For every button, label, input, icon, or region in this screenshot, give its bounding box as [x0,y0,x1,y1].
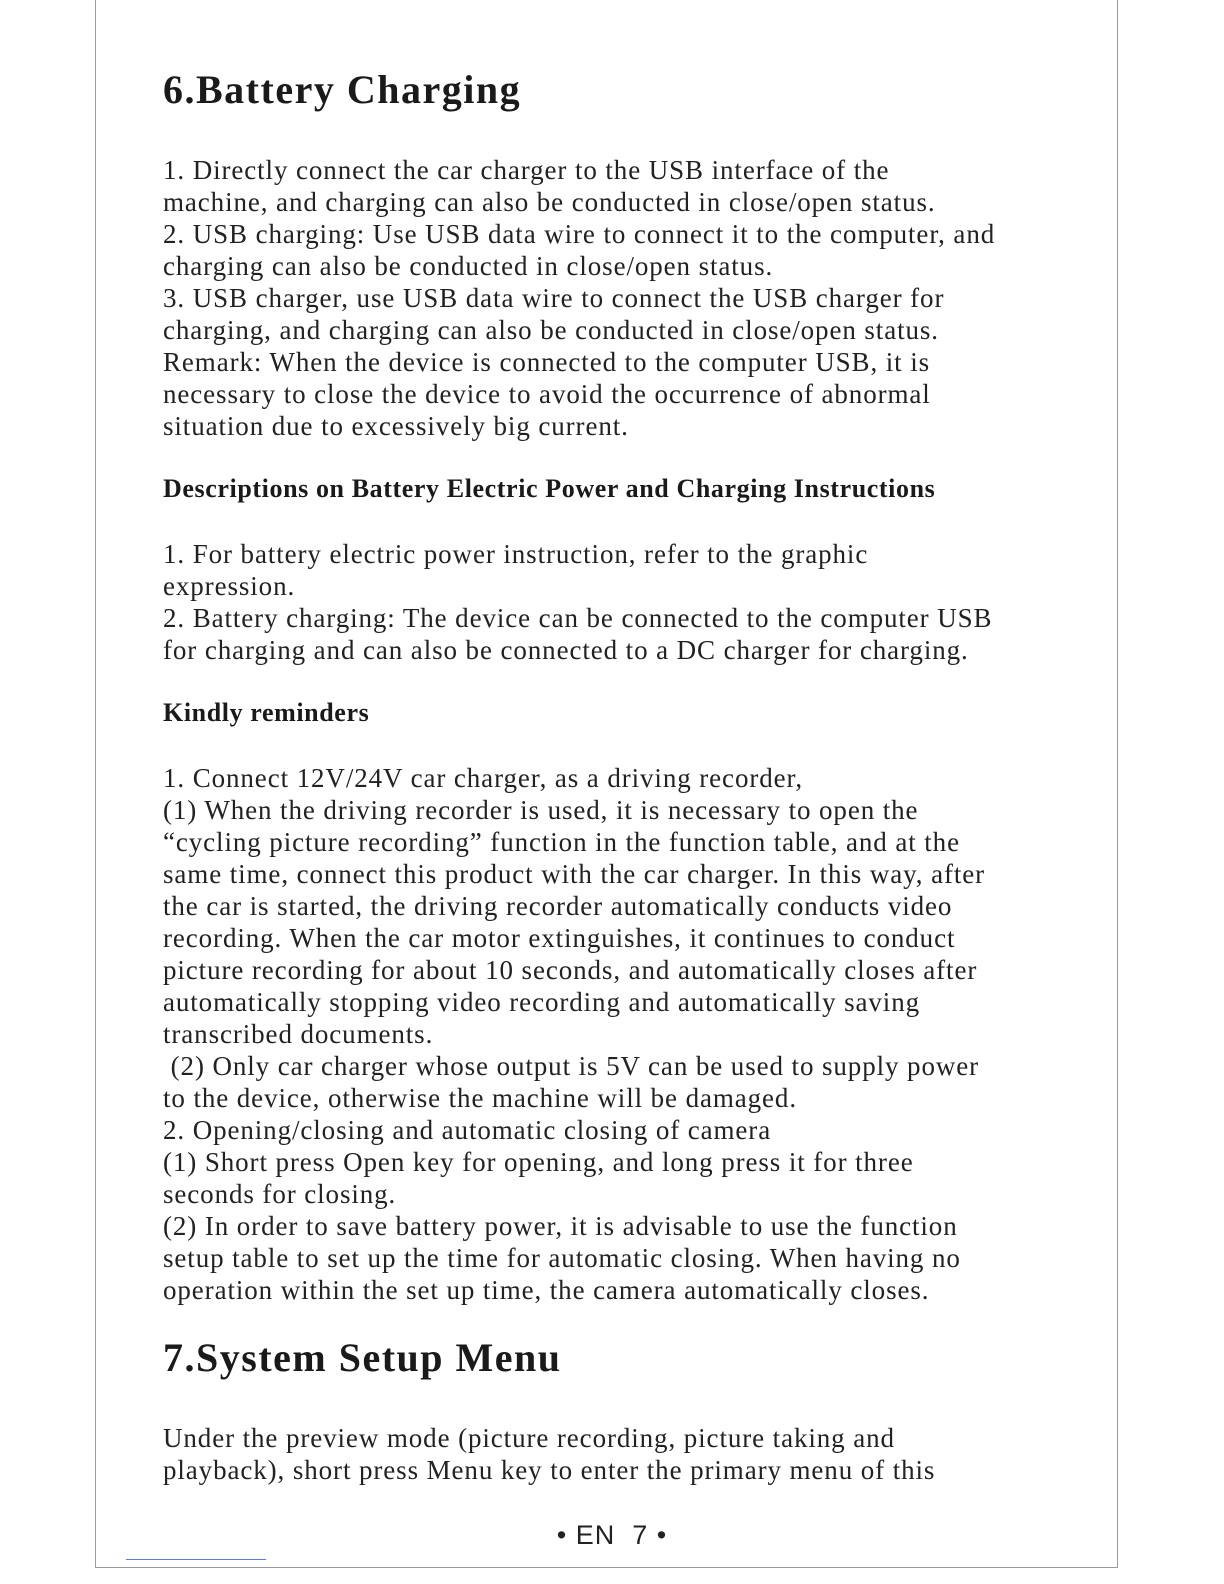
text-line: operation within the set up time, the camera automatically closes. [163,1275,930,1305]
text-line: 2. Opening/closing and automatic closing of camera [163,1115,772,1145]
text-line: necessary to close the device to avoid the occurrence of abnormal [163,379,931,409]
text-line: automatically stopping video recording and automatically saving [163,987,921,1017]
text-line: 1. Connect 12V/24V car charger, as a driving recorder, [163,763,803,793]
page-border-left [95,0,96,1568]
text-line: Remark: When the device is connected to the computer USB, it is [163,347,931,377]
text-line: (2) Only car charger whose output is 5V can be used to supply power [163,1051,980,1081]
text-line: playback), short press Menu key to enter the primary menu of this [163,1455,936,1485]
text-line: recording. When the car motor extinguishes, it continues to conduct [163,923,956,953]
section-6-body [163,154,995,442]
text-line: setup table to set up the time for automatic closing. When having no [163,1243,961,1273]
text-line: 1. Directly connect the car charger to the USB interface of the [163,155,890,185]
text-line: machine, and charging can also be conducted in close/open status. [163,187,936,217]
page-border-right [1117,0,1118,1568]
page-number: • EN 7 • [556,1520,668,1550]
footer-rule [126,1559,266,1560]
section-7-body [163,1422,935,1486]
text-line: “cycling picture recording” function in the function table, and at the [163,827,960,857]
page-border-bottom [95,1567,1118,1568]
section-7-title: 7.System Setup Menu [163,1335,562,1380]
text-line: to the device, otherwise the machine will be damaged. [163,1083,797,1113]
text-line: 1. For battery electric power instruction, refer to the graphic [163,539,869,569]
reminders-body [163,762,985,1306]
reminders-heading: Kindly reminders [163,698,370,727]
descriptions-heading: Descriptions on Battery Electric Power and Charging Instructions [163,474,936,503]
text-line: the car is started, the driving recorder automatically conducts video [163,891,953,921]
section-6-title: 6.Battery Charging [163,67,522,112]
text-line: 2. Battery charging: The device can be connected to the computer USB [163,603,993,633]
text-line: for charging and can also be connected to a DC charger for charging. [163,635,969,665]
text-line: (1) When the driving recorder is used, it is necessary to open the [163,795,919,825]
text-line: 2. USB charging: Use USB data wire to connect it to the computer, and [163,219,996,249]
text-line: picture recording for about 10 seconds, and automatically closes after [163,955,978,985]
text-line: seconds for closing. [163,1179,397,1209]
text-line: 3. USB charger, use USB data wire to connect the USB charger for [163,283,945,313]
text-line: same time, connect this product with the car charger. In this way, after [163,859,986,889]
text-line: situation due to excessively big current. [163,411,629,441]
text-line: (1) Short press Open key for opening, and long press it for three [163,1147,914,1177]
text-line: transcribed documents. [163,1019,434,1049]
text-line: expression. [163,571,296,601]
descriptions-body [163,538,992,666]
text-line: (2) In order to save battery power, it is advisable to use the function [163,1211,958,1241]
text-line: charging, and charging can also be conducted in close/open status. [163,315,939,345]
text-line: charging can also be conducted in close/open status. [163,251,774,281]
text-line: Under the preview mode (picture recording, picture taking and [163,1423,895,1453]
